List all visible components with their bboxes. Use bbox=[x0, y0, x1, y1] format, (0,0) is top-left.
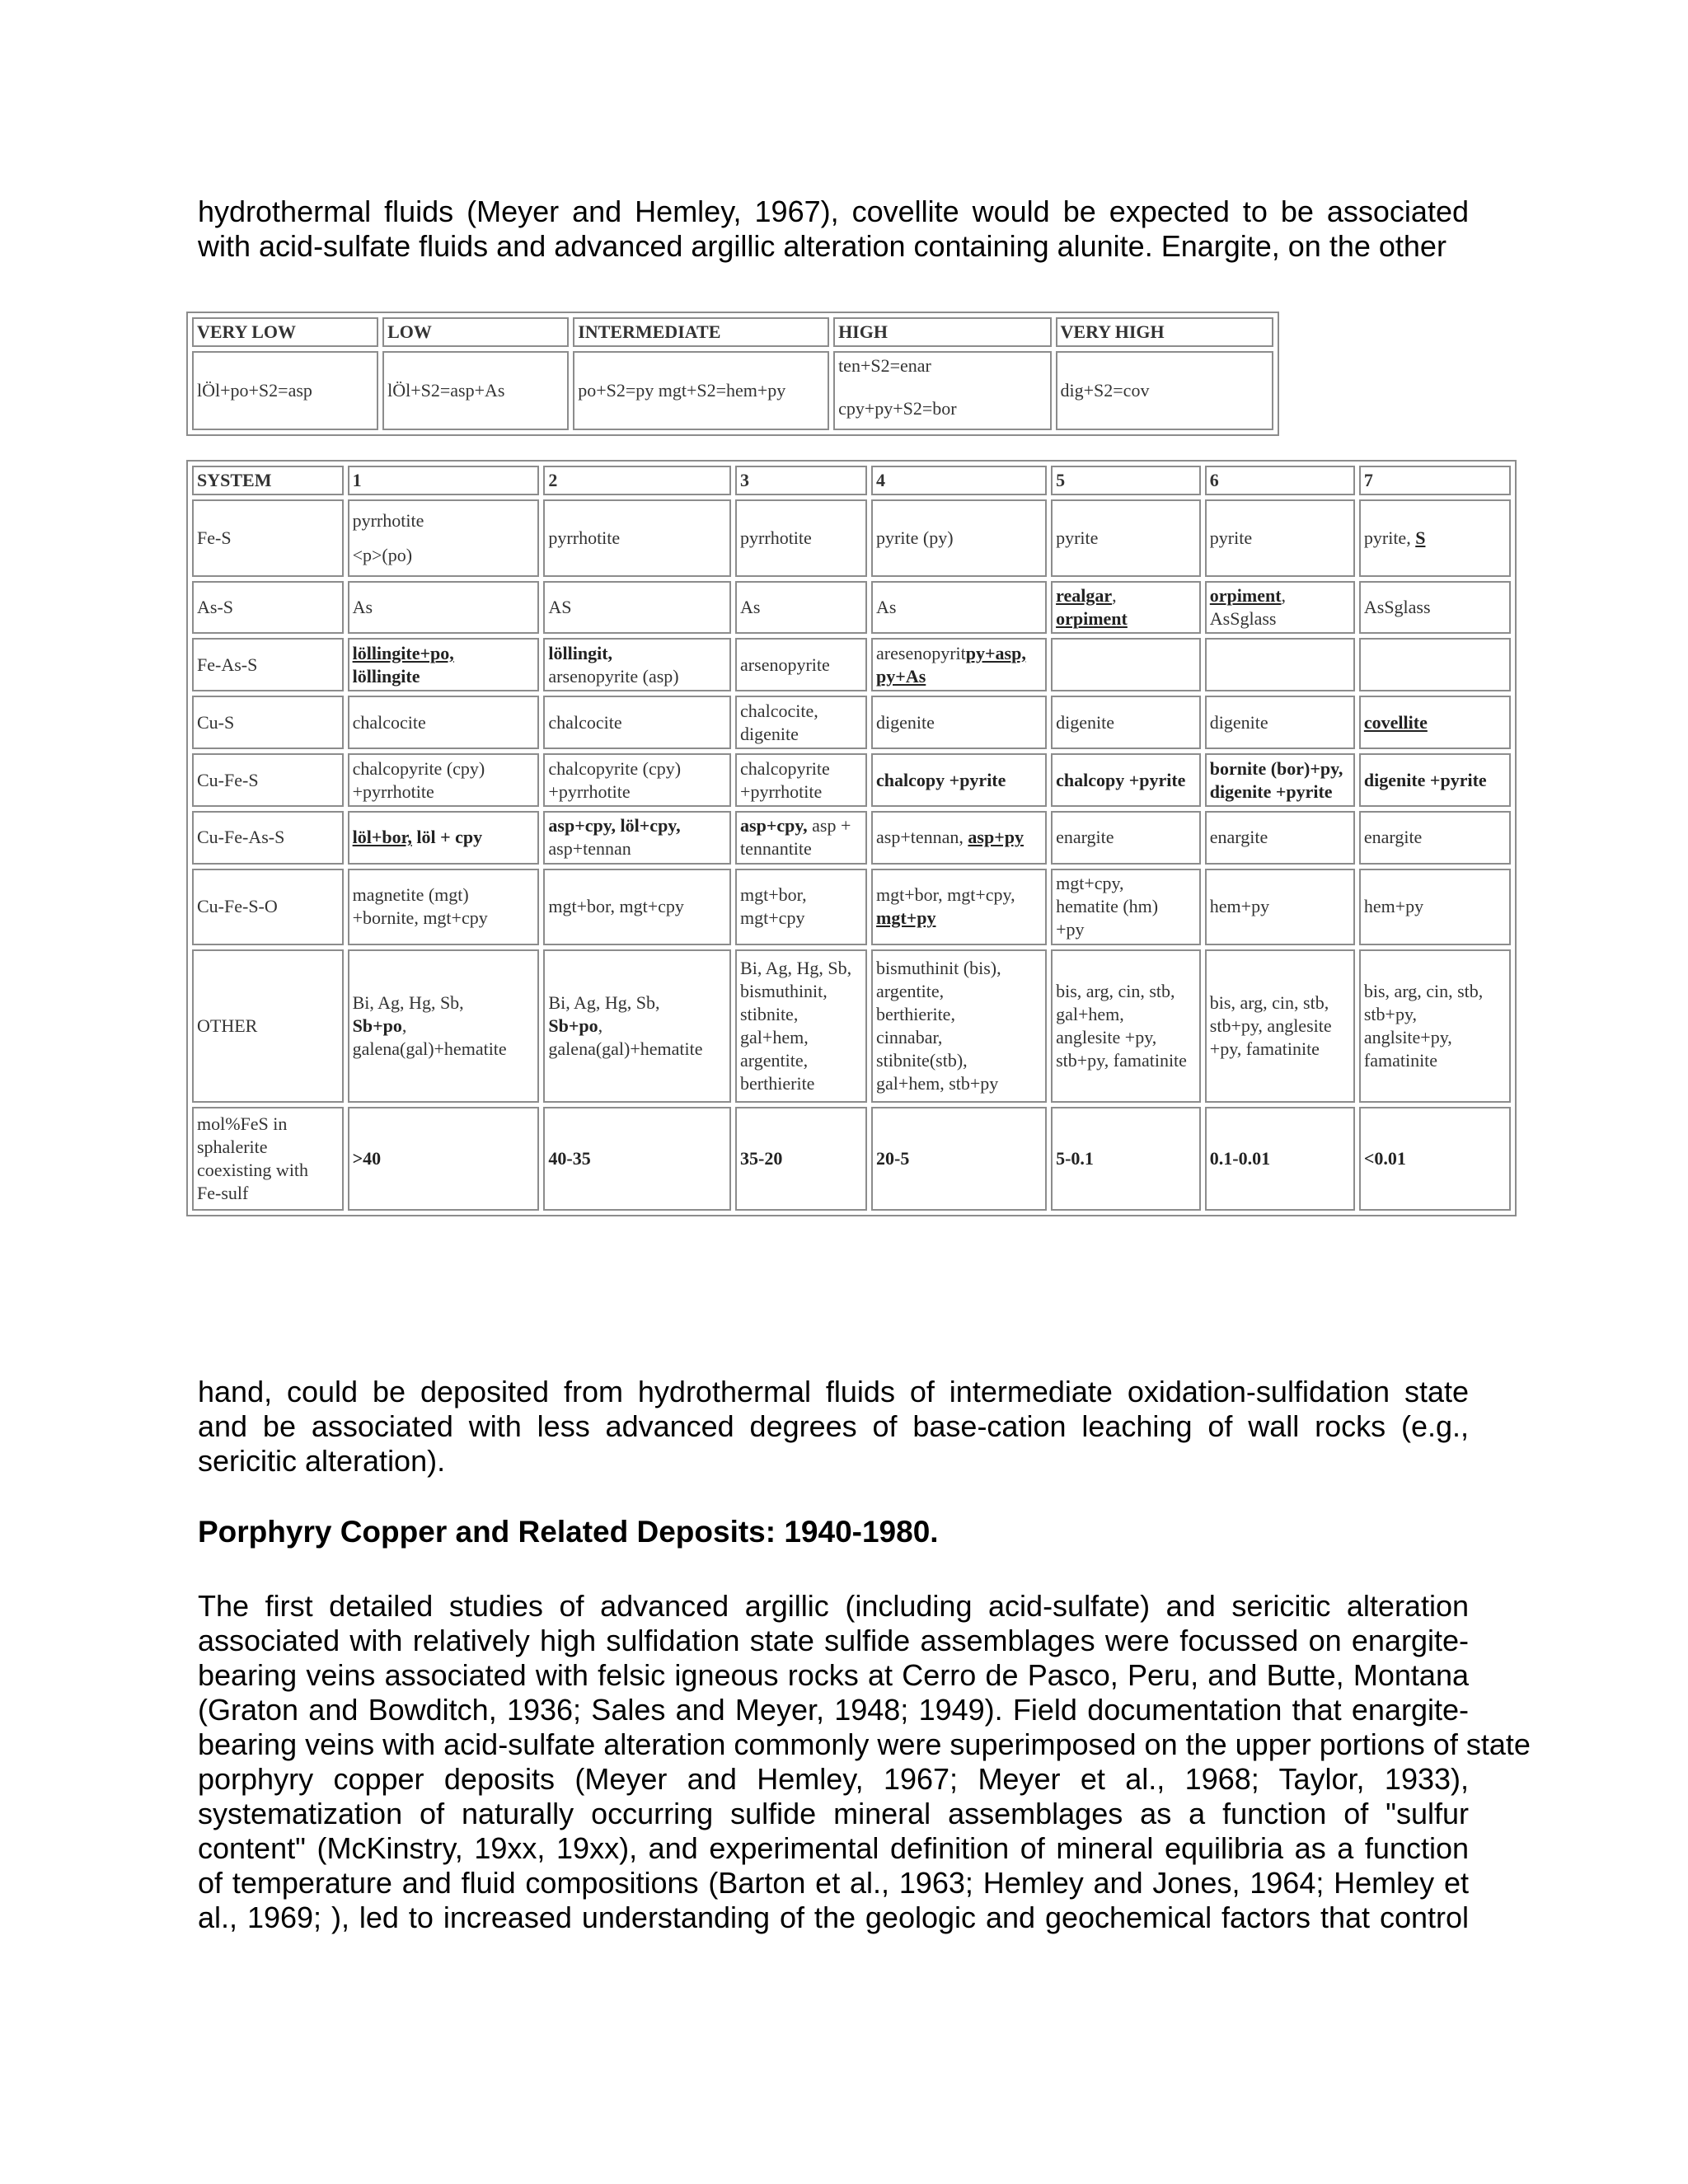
table-cell: AS bbox=[543, 581, 731, 635]
table-cell: Cu-Fe-S-O bbox=[192, 869, 344, 945]
table-cell bbox=[348, 638, 540, 691]
cell-text-underlined: py+As bbox=[876, 665, 926, 687]
text-line: content" (McKinstry, 19xx, 19xx), and experimental definition of mineral equilibria as a function bbox=[198, 1831, 1469, 1865]
table-header-cell: VERY LOW bbox=[192, 317, 378, 347]
table-cell bbox=[1205, 1107, 1355, 1211]
cell-line: asp+tennan bbox=[548, 838, 631, 860]
table-cell bbox=[543, 638, 731, 691]
table-row bbox=[192, 949, 1511, 1103]
cell-line: bis, arg, cin, stb, bbox=[1056, 981, 1175, 1002]
table-cell bbox=[348, 811, 540, 865]
cell-line: mgt+bor, bbox=[740, 884, 807, 906]
cell-text: 5-0.1 bbox=[1056, 1148, 1094, 1169]
table-cell bbox=[1359, 1107, 1511, 1211]
table-cell bbox=[735, 869, 867, 945]
table-cell bbox=[735, 811, 867, 865]
cell-line: bis, arg, cin, stb, bbox=[1363, 981, 1484, 1002]
table-cell: Cu-S bbox=[192, 696, 344, 749]
cell-line: gal+hem, bbox=[740, 1027, 809, 1048]
cell-text: löl + cpy bbox=[411, 827, 483, 848]
cell-text-underlined: orpiment bbox=[1209, 585, 1282, 607]
cell-text-underlined: löllingite+po, bbox=[352, 642, 454, 663]
cell-line: chalcopyrite (cpy) bbox=[352, 757, 485, 779]
paragraph-continuation bbox=[198, 1375, 1469, 1479]
table-cell bbox=[192, 1107, 344, 1211]
text-line: bearing veins with acid-sulfate alteration commonly were superimposed on the upper portions of state bbox=[198, 1727, 1531, 1761]
cell-line: Fe-sulf bbox=[197, 1183, 249, 1204]
cell-text: asp+cpy, bbox=[740, 815, 808, 837]
cell-line: argentite, bbox=[876, 981, 945, 1002]
cell-line: hematite (hm) bbox=[1056, 896, 1159, 917]
cell-line: Bi, Ag, Hg, Sb, bbox=[548, 992, 660, 1014]
table-cell bbox=[871, 811, 1047, 865]
table-cell bbox=[871, 949, 1047, 1103]
cell-line: stb+py, famatinite bbox=[1056, 1050, 1187, 1071]
cell-line: magnetite (mgt) bbox=[352, 884, 469, 906]
cell-text: 40-35 bbox=[548, 1148, 591, 1169]
table-cell bbox=[1205, 581, 1355, 635]
cell-line: anglsite+py, bbox=[1363, 1027, 1452, 1048]
table-cell bbox=[735, 949, 867, 1103]
table-cell bbox=[348, 499, 540, 576]
table-cell bbox=[1359, 753, 1511, 807]
cell-line: ten+S2=enar bbox=[838, 355, 931, 376]
table-cell: chalcocite bbox=[348, 696, 540, 749]
table-cell bbox=[543, 949, 731, 1103]
text-line: of temperature and fluid compositions (Barton et al., 1963; Hemley and Jones, 1964; Hemley et bbox=[198, 1866, 1469, 1900]
cell-line: bornite (bor)+py, bbox=[1209, 757, 1343, 779]
table-cell bbox=[543, 753, 731, 807]
cell-line: famatinite bbox=[1363, 1050, 1438, 1071]
cell-line: bis, arg, cin, stb, bbox=[1209, 992, 1329, 1014]
cell-line: bismuthinit (bis), bbox=[876, 958, 1001, 979]
cell-line: chalcopyrite (cpy) bbox=[548, 757, 682, 779]
text-line: bearing veins associated with felsic igneous rocks at Cerro de Pasco, Peru, and Butte, Montana bbox=[198, 1658, 1469, 1692]
table-header-cell: INTERMEDIATE bbox=[573, 317, 829, 347]
cell-text: chalcopy +pyrite bbox=[876, 769, 1006, 790]
cell-text-underlined: covellite bbox=[1363, 711, 1428, 733]
cell-line: mgt+bor, mgt+cpy, bbox=[876, 884, 1015, 906]
table-cell: AsSglass bbox=[1359, 581, 1511, 635]
cell-text-underlined: realgar bbox=[1056, 585, 1113, 607]
cell-line: stibnite(stb), bbox=[876, 1050, 968, 1071]
cell-line: Bi, Ag, Hg, Sb, bbox=[352, 992, 464, 1014]
cell-text: , bbox=[1281, 585, 1287, 607]
table-cell: Fe-As-S bbox=[192, 638, 344, 691]
table-cell: digenite bbox=[871, 696, 1047, 749]
table-cell: pyrrhotite bbox=[543, 499, 731, 576]
table-cell bbox=[543, 811, 731, 865]
table-cell bbox=[871, 753, 1047, 807]
text-line: associated with relatively high sulfidation state sulfide assemblages were focussed on enargite- bbox=[198, 1624, 1469, 1657]
cell-text: chalcopy +pyrite bbox=[1056, 769, 1186, 790]
table-cell bbox=[735, 1107, 867, 1211]
table-row bbox=[192, 499, 1511, 576]
text-line: with acid-sulfate fluids and advanced argillic alteration containing alunite. Enargite, on the other bbox=[198, 229, 1447, 263]
table-row bbox=[192, 638, 1511, 691]
table-row bbox=[192, 351, 1273, 430]
table-cell bbox=[348, 1107, 540, 1211]
text-line: hydrothermal fluids (Meyer and Hemley, 1967), covellite would be expected to be associated bbox=[198, 194, 1469, 228]
table-cell bbox=[1051, 869, 1201, 945]
cell-text: 0.1-0.01 bbox=[1209, 1148, 1271, 1169]
table-cell: enargite bbox=[1205, 811, 1355, 865]
cell-line: mgt+cpy, bbox=[1056, 873, 1124, 894]
cell-line: arsenopyrite (asp) bbox=[548, 665, 679, 687]
table-cell: As bbox=[348, 581, 540, 635]
cell-text: >40 bbox=[352, 1148, 382, 1169]
cell-text: , bbox=[598, 1015, 603, 1037]
cell-text-underlined: S bbox=[1415, 527, 1426, 549]
table-cell: digenite bbox=[1205, 696, 1355, 749]
cell-line: sphalerite bbox=[197, 1137, 268, 1158]
table-cell bbox=[1359, 696, 1511, 749]
table-cell bbox=[1205, 753, 1355, 807]
cell-text-underlined: löl+bor, bbox=[352, 827, 412, 848]
table-cell bbox=[1051, 581, 1201, 635]
cell-line: +py bbox=[1056, 919, 1085, 940]
cell-line: digenite bbox=[740, 723, 799, 744]
table-cell: Fe-S bbox=[192, 499, 344, 576]
table-cell bbox=[1359, 949, 1511, 1103]
table-cell bbox=[1051, 638, 1201, 691]
cell-text-underlined: py+asp, bbox=[965, 642, 1026, 663]
table-cell: enargite bbox=[1359, 811, 1511, 865]
cell-line: berthierite, bbox=[876, 1004, 955, 1025]
text-line: sericitic alteration). bbox=[198, 1444, 446, 1478]
text-line: hand, could be deposited from hydrothermal fluids of intermediate oxidation-sulfidation state bbox=[198, 1375, 1469, 1408]
table-header-cell: VERY HIGH bbox=[1056, 317, 1273, 347]
table-cell bbox=[833, 351, 1051, 430]
table-cell: digenite bbox=[1051, 696, 1201, 749]
table-cell: Cu-Fe-S bbox=[192, 753, 344, 807]
sulfidation-state-table bbox=[186, 312, 1279, 436]
text-line: systematization of naturally occurring sulfide mineral assemblages as a function of "sulfur bbox=[198, 1797, 1469, 1830]
cell-text: pyrite, bbox=[1363, 527, 1416, 549]
cell-line: +pyrrhotite bbox=[548, 780, 631, 802]
cell-text-underlined: orpiment bbox=[1056, 608, 1128, 630]
table-header-cell: 1 bbox=[348, 466, 540, 495]
cell-line: chalcopyrite bbox=[740, 757, 830, 779]
cell-text: , bbox=[1112, 585, 1117, 607]
table-cell: po+S2=py mgt+S2=hem+py bbox=[573, 351, 829, 430]
cell-line: stb+py, bbox=[1363, 1004, 1418, 1025]
cell-line: AsSglass bbox=[1209, 608, 1277, 630]
table-cell bbox=[1051, 1107, 1201, 1211]
table-cell bbox=[348, 753, 540, 807]
cell-text: , bbox=[401, 1015, 407, 1037]
cell-line: mol%FeS in bbox=[197, 1113, 288, 1135]
paragraph-body bbox=[198, 1589, 1531, 1935]
table-cell bbox=[871, 1107, 1047, 1211]
cell-text: Sb+po bbox=[352, 1015, 402, 1037]
text-line: (Graton and Bowditch, 1936; Sales and Meyer, 1948; 1949). Field documentation that enargite- bbox=[198, 1693, 1469, 1727]
table-header-cell: 7 bbox=[1359, 466, 1511, 495]
text-line: and be associated with less advanced degrees of base-cation leaching of wall rocks (e.g., bbox=[198, 1409, 1469, 1443]
text-line: al., 1969; ), led to increased understanding of the geologic and geochemical factors that control bbox=[198, 1900, 1469, 1934]
cell-line: pyrrhotite bbox=[352, 510, 424, 532]
cell-text: 35-20 bbox=[740, 1148, 783, 1169]
table-cell: Cu-Fe-As-S bbox=[192, 811, 344, 865]
table-cell bbox=[348, 869, 540, 945]
table-cell bbox=[735, 753, 867, 807]
table-header-cell: 2 bbox=[543, 466, 731, 495]
table-row bbox=[192, 696, 1511, 749]
cell-line: asp+cpy, löl+cpy, bbox=[548, 815, 681, 837]
table-cell: pyrrhotite bbox=[735, 499, 867, 576]
table-cell: pyrite bbox=[1205, 499, 1355, 576]
table-cell: enargite bbox=[1051, 811, 1201, 865]
cell-line: digenite +pyrite bbox=[1209, 780, 1333, 802]
table-row bbox=[192, 869, 1511, 945]
table-header-cell: HIGH bbox=[833, 317, 1051, 347]
table-cell bbox=[1205, 949, 1355, 1103]
table-cell bbox=[871, 638, 1047, 691]
cell-line: <p>(po) bbox=[352, 545, 413, 566]
table-cell: arsenopyrite bbox=[735, 638, 867, 691]
cell-line: +py, famatinite bbox=[1209, 1038, 1320, 1060]
table-cell bbox=[1359, 638, 1511, 691]
text-line: porphyry copper deposits (Meyer and Hemley, 1967; Meyer et al., 1968; Taylor, 1933), bbox=[198, 1762, 1469, 1796]
table-cell: pyrite bbox=[1051, 499, 1201, 576]
cell-text: <0.01 bbox=[1363, 1148, 1406, 1169]
table-cell bbox=[543, 1107, 731, 1211]
table-row bbox=[192, 811, 1511, 865]
table-cell bbox=[1051, 753, 1201, 807]
table-header-row bbox=[192, 466, 1511, 495]
table-cell bbox=[1359, 499, 1511, 576]
cell-line: Bi, Ag, Hg, Sb, bbox=[740, 958, 852, 979]
table-cell bbox=[735, 696, 867, 749]
table-cell: dig+S2=cov bbox=[1056, 351, 1273, 430]
table-header-cell: LOW bbox=[382, 317, 569, 347]
table-row bbox=[192, 581, 1511, 635]
table-cell bbox=[1051, 949, 1201, 1103]
cell-text: asp+tennan, bbox=[876, 827, 968, 848]
table-cell bbox=[871, 869, 1047, 945]
cell-line: bismuthinit, bbox=[740, 981, 828, 1002]
table-header-cell: 6 bbox=[1205, 466, 1355, 495]
cell-text-underlined: asp+py bbox=[968, 827, 1024, 848]
paragraph-intro bbox=[198, 194, 1469, 264]
cell-line: stibnite, bbox=[740, 1004, 799, 1025]
cell-text-underlined: mgt+py bbox=[876, 907, 936, 929]
cell-text: asp + bbox=[807, 815, 851, 837]
table-cell: lÖl+S2=asp+As bbox=[382, 351, 569, 430]
cell-line: chalcocite, bbox=[740, 700, 818, 721]
cell-line: tennantite bbox=[740, 838, 812, 860]
table-cell bbox=[348, 949, 540, 1103]
table-header-cell: 5 bbox=[1051, 466, 1201, 495]
section-heading: Porphyry Copper and Related Deposits: 1940-1980. bbox=[198, 1515, 939, 1549]
cell-line: gal+hem, stb+py bbox=[876, 1073, 999, 1094]
cell-line: cpy+py+S2=bor bbox=[838, 398, 957, 419]
cell-line: mgt+cpy bbox=[740, 907, 805, 929]
table-header-row bbox=[192, 317, 1273, 347]
table-header-cell: 4 bbox=[871, 466, 1047, 495]
cell-line: coexisting with bbox=[197, 1160, 309, 1181]
table-cell: As bbox=[871, 581, 1047, 635]
table-cell: pyrite (py) bbox=[871, 499, 1047, 576]
cell-text: digenite +pyrite bbox=[1363, 769, 1487, 790]
table-header-cell: 3 bbox=[735, 466, 867, 495]
cell-line: +bornite, mgt+cpy bbox=[352, 907, 488, 929]
cell-line: gal+hem, bbox=[1056, 1004, 1124, 1025]
table-row bbox=[192, 753, 1511, 807]
cell-line: löllingit, bbox=[548, 642, 613, 663]
cell-line: löllingite bbox=[352, 665, 420, 687]
cell-text: aresenopyrit bbox=[876, 642, 966, 663]
table-cell: chalcocite bbox=[543, 696, 731, 749]
cell-line: cinnabar, bbox=[876, 1027, 943, 1048]
table-cell bbox=[1205, 638, 1355, 691]
cell-line: +pyrrhotite bbox=[352, 780, 434, 802]
cell-line: argentite, bbox=[740, 1050, 809, 1071]
table-cell: As bbox=[735, 581, 867, 635]
mineral-system-table bbox=[186, 460, 1517, 1216]
text-line: The first detailed studies of advanced argillic (including acid-sulfate) and sericitic alteration bbox=[198, 1589, 1469, 1623]
table-cell: OTHER bbox=[192, 949, 344, 1103]
cell-line: berthierite bbox=[740, 1073, 815, 1094]
cell-line: galena(gal)+hematite bbox=[352, 1038, 507, 1060]
table-cell: lÖl+po+S2=asp bbox=[192, 351, 378, 430]
table-cell: hem+py bbox=[1359, 869, 1511, 945]
cell-line: anglesite +py, bbox=[1056, 1027, 1157, 1048]
table-row bbox=[192, 1107, 1511, 1211]
table-cell: hem+py bbox=[1205, 869, 1355, 945]
table-cell: As-S bbox=[192, 581, 344, 635]
cell-line: stb+py, anglesite bbox=[1209, 1015, 1332, 1037]
table-cell: mgt+bor, mgt+cpy bbox=[543, 869, 731, 945]
cell-line: +pyrrhotite bbox=[740, 780, 823, 802]
cell-text: 20-5 bbox=[876, 1148, 910, 1169]
cell-line: galena(gal)+hematite bbox=[548, 1038, 703, 1060]
table-header-cell: SYSTEM bbox=[192, 466, 344, 495]
cell-text: Sb+po bbox=[548, 1015, 598, 1037]
